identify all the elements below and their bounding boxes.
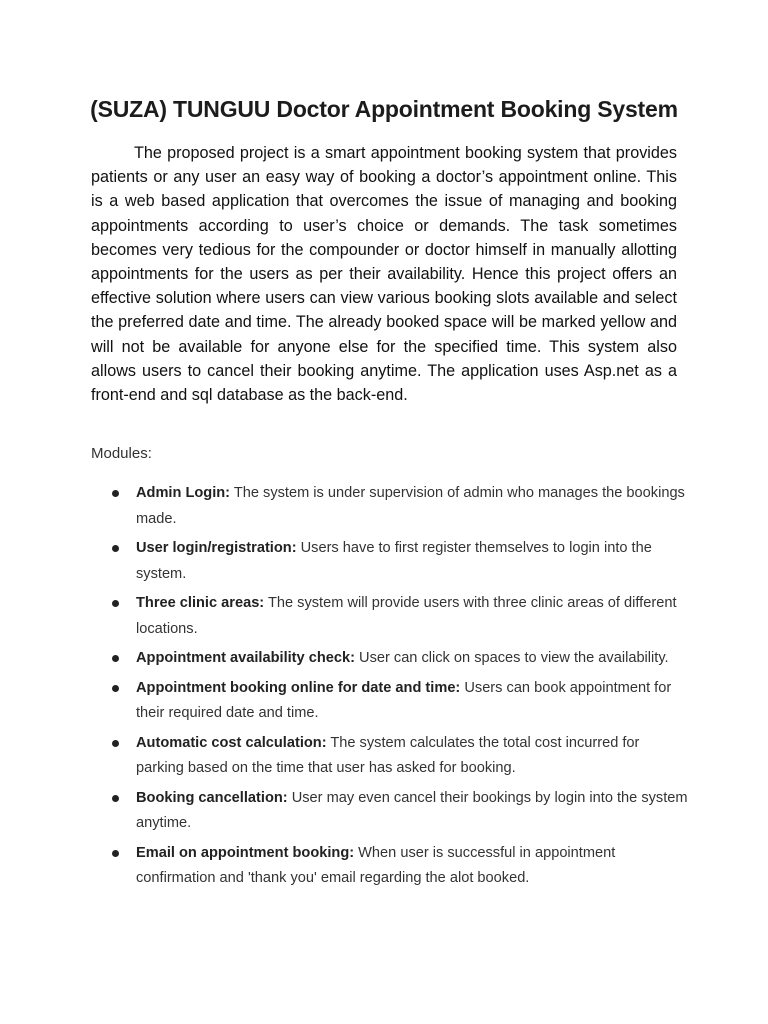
module-description: The system is under supervision of admin who manages the bookings made.	[136, 485, 685, 527]
module-description: User can click on spaces to view the availability.	[359, 650, 669, 666]
module-item	[91, 841, 691, 892]
module-item	[91, 481, 691, 532]
module-description: Users have to first register themselves to login into the system.	[136, 540, 652, 582]
modules-label: Modules:	[91, 445, 152, 462]
bullet-icon	[112, 795, 119, 802]
module-item	[91, 676, 691, 727]
bullet-icon	[112, 850, 119, 857]
module-name: Automatic cost calculation:	[136, 734, 327, 751]
bullet-icon	[112, 545, 119, 552]
module-item	[91, 536, 691, 587]
module-list	[91, 481, 691, 896]
bullet-icon	[112, 655, 119, 662]
module-name: Admin Login:	[136, 485, 231, 501]
module-item	[91, 646, 691, 672]
bullet-icon	[112, 490, 119, 497]
module-name: User login/registration:	[136, 540, 297, 556]
intro-paragraph: The proposed project is a smart appointment booking system that provides patients or any user an easy way of booking a doctor’s appointment online. This is a web based application that overcomes the issue of managing and booking appointments according to user’s choice or demands. The task sometimes becomes very tedious for the compounder or doctor himself in manually allotting appointments for the users as per their availability. Hence this project offers an effective solution where users can view various booking slots available and select the preferred date and time. The already booked space will be marked yellow and will not be available for anyone else for the specified time. This system also allows users to cancel their booking anytime. The application uses Asp.net as a front-end and sql database as the back-end.	[91, 144, 677, 405]
bullet-icon	[112, 685, 119, 692]
bullet-icon	[112, 600, 119, 607]
module-item	[91, 731, 691, 782]
module-item	[91, 786, 691, 837]
module-description: User may even cancel their bookings by login into the system anytime.	[136, 789, 688, 831]
module-name: Three clinic areas:	[136, 595, 265, 611]
module-description: The system will provide users with three clinic areas of different locations.	[136, 595, 677, 637]
module-name: Booking cancellation:	[136, 789, 288, 806]
module-name: Email on appointment booking:	[136, 844, 355, 861]
module-item	[91, 591, 691, 642]
module-description: The system calculates the total cost incurred for parking based on the time that user has asked for booking.	[136, 734, 640, 776]
module-description: Users can book appointment for their required date and time.	[136, 679, 672, 721]
module-description: When user is successful in appointment confirmation and 'thank you' email regarding the alot booked.	[136, 844, 616, 886]
module-name: Appointment booking online for date and time:	[136, 679, 461, 696]
bullet-icon	[112, 740, 119, 747]
document-title: (SUZA) TUNGUU Doctor Appointment Booking System	[90, 96, 678, 122]
module-name: Appointment availability check:	[136, 650, 355, 666]
